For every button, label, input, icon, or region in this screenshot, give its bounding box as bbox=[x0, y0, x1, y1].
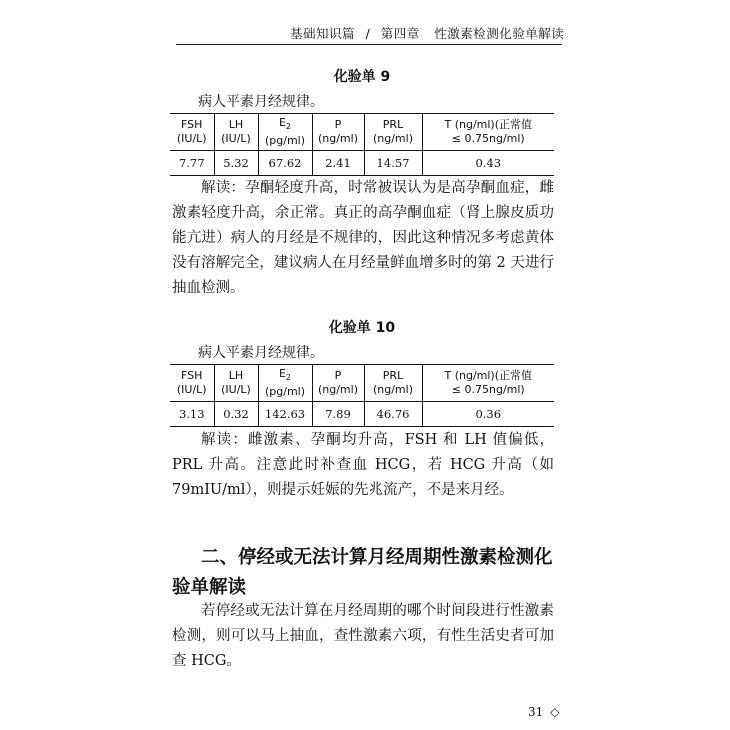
running-head-separator: / bbox=[365, 26, 371, 41]
col-e2-header: $E_2$ (pg/ml) bbox=[258, 365, 312, 402]
report9-fsh: 7.77 bbox=[170, 151, 214, 176]
section-heading: 二、停经或无法计算月经周期性激素检测化验单解读 bbox=[172, 547, 553, 598]
col-fsh-header: FSH (IU/L) bbox=[170, 365, 214, 402]
report9-prl: 14.57 bbox=[364, 151, 422, 176]
col-p-header: P (ng/ml) bbox=[312, 114, 364, 151]
report10-e2: 142.63 bbox=[258, 402, 312, 427]
col-fsh-header: FSH (IU/L) bbox=[170, 114, 214, 151]
report10-prl: 46.76 bbox=[364, 402, 422, 427]
book-part: 基础知识篇 bbox=[290, 26, 356, 41]
section-body: 若停经或无法计算在月经周期的哪个时间段进行性激素检测，则可以马上抽血，查性激素六项，有性生活史者可加查 HCG。 bbox=[172, 603, 554, 669]
report9-values-row bbox=[170, 151, 554, 176]
page-number-value: 31 bbox=[528, 705, 544, 719]
report10-interpretation: 解读：雌激素、孕酮均升高，FSH 和 LH 值偏低，PRL 升高。注意此时补查血 HCG，若 HCG 升高（如 79mIU/ml），则提示妊娠的先兆流产，不是来月经。 bbox=[172, 432, 554, 498]
col-e2-header: $E_2$ (pg/ml) bbox=[258, 114, 312, 151]
report9-table bbox=[170, 113, 554, 176]
report10-t: 0.36 bbox=[422, 402, 554, 427]
report9-p: 2.41 bbox=[312, 151, 364, 176]
col-lh-header: LH (IU/L) bbox=[214, 114, 258, 151]
report9-t: 0.43 bbox=[422, 151, 554, 176]
report10-p: 7.89 bbox=[312, 402, 364, 427]
col-prl-header: PRL (ng/ml) bbox=[364, 114, 422, 151]
report9-e2: 67.62 bbox=[258, 151, 312, 176]
report10-values-row bbox=[170, 402, 554, 427]
chapter-number: 第四章 bbox=[380, 26, 420, 41]
report10-header-row bbox=[170, 365, 554, 402]
report10-title: 化验单 10 bbox=[328, 320, 396, 336]
report10-intro: 病人平素月经规律。 bbox=[198, 345, 324, 361]
running-head bbox=[290, 24, 590, 42]
col-prl-header: PRL (ng/ml) bbox=[364, 365, 422, 402]
report9-header-row bbox=[170, 114, 554, 151]
col-p-header: P (ng/ml) bbox=[312, 365, 364, 402]
col-lh-header: LH (IU/L) bbox=[214, 365, 258, 402]
report10-fsh: 3.13 bbox=[170, 402, 214, 427]
report9-interpretation: 解读：孕酮轻度升高，时常被误认为是高孕酮血症，雌激素轻度升高，余正常。真正的高孕酮血症（肾上腺皮质功能亢进）病人的月经是不规律的，因此这种情况多考虑黄体没有溶解完全，建议病人在月经量鲜血增多时的第 2 天进行抽血检测。 bbox=[172, 180, 554, 296]
page-number bbox=[528, 705, 559, 719]
col-t-header: T (ng/ml)(正常值 ≤ 0.75ng/ml) bbox=[422, 114, 554, 151]
diamond-icon: ◇ bbox=[550, 705, 560, 719]
report9-lh: 5.32 bbox=[214, 151, 258, 176]
report10-table bbox=[170, 364, 554, 427]
col-t-header: T (ng/ml)(正常值 ≤ 0.75ng/ml) bbox=[422, 365, 554, 402]
running-head-rule bbox=[176, 44, 562, 45]
report9-title: 化验单 9 bbox=[333, 69, 391, 85]
report9-intro: 病人平素月经规律。 bbox=[198, 94, 324, 110]
chapter-title: 性激素检测化验单解读 bbox=[434, 26, 565, 41]
report10-lh: 0.32 bbox=[214, 402, 258, 427]
